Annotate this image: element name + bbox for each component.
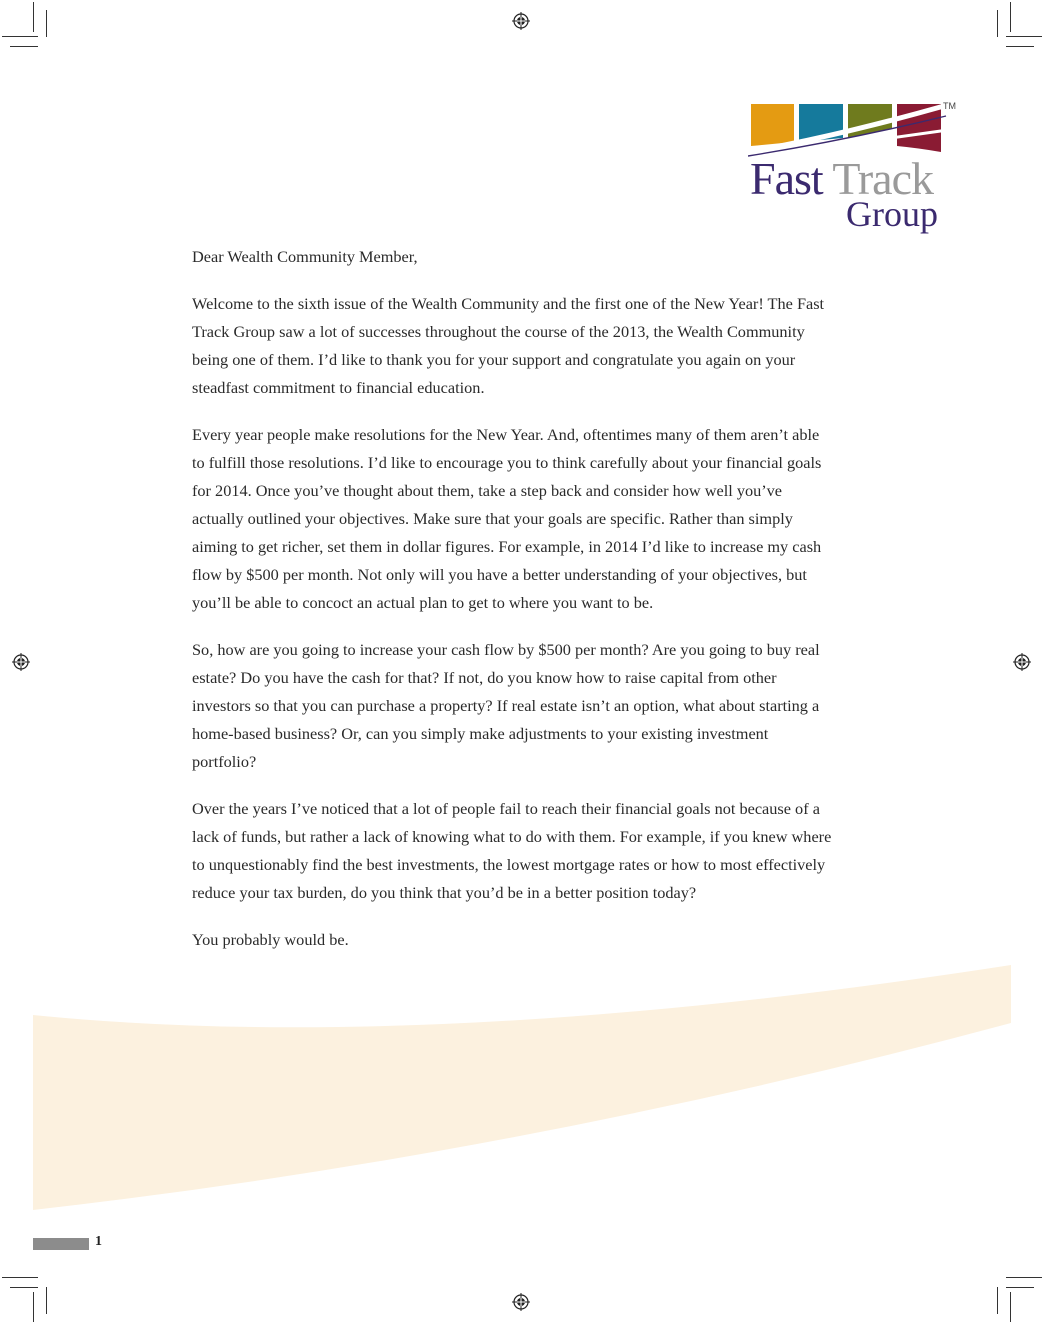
trademark-symbol: TM xyxy=(943,101,956,111)
registration-mark-left-icon xyxy=(12,653,30,671)
page-number: 1 xyxy=(95,1234,102,1249)
registration-mark-right-icon xyxy=(1013,653,1031,671)
paragraph-financial-goals: Over the years I’ve noticed that a lot of people fail to reach their financial goals not because of a lack of funds, but rather a lack of knowing what to do with them. For example, if you knew where to unquestionably find the best investments, the lowest mortgage rates or how to most effectively reduce your tax burden, do you think that you’d be in a better position today? xyxy=(192,799,832,902)
paragraph-welcome: Welcome to the sixth issue of the Wealth Community and the first one of the New Year! The Fast Track Group saw a lot of successes throughout the course of the 2013, the Wealth Community being one of them. I’d like to thank you for your support and congratulate you again on your steadfast commitment to financial education. xyxy=(192,294,825,397)
page-number-bar xyxy=(33,1238,89,1250)
registration-mark-top-icon xyxy=(512,12,530,30)
letter-body xyxy=(192,243,832,973)
logo-word-fast: Fast xyxy=(750,153,823,204)
paragraph-cash-flow: So, how are you going to increase your cash flow by $500 per month? Are you going to buy real estate? Do you have the cash for that? If not, do you know how to raise capital from other investors so that you can purchase a property? If real estate isn’t an option, what about starting a home-based business? Or, can you simply make adjustments to your existing investment portfolio? xyxy=(192,640,820,771)
paragraph-closing: You probably would be. xyxy=(192,930,349,949)
paragraph-resolutions: Every year people make resolutions for the New Year. And, oftentimes many of them aren’t able to fulfill those resolutions. I’d like to encourage you to think carefully about your financial goals for 2014. Once you’ve thought about them, take a step back and consider how well you’ve actually outlined your objectives. Make sure that your goals are specific. Rather than simply aiming to get richer, set them in dollar figures. For example, in 2014 I’d like to increase my cash flow by $500 per month. Not only will you have a better understanding of your objectives, but you’ll be able to concoct an actual plan to get to where you want to be. xyxy=(192,425,822,612)
salutation: Dear Wealth Community Member, xyxy=(192,247,418,266)
registration-mark-bottom-icon xyxy=(512,1293,530,1311)
logo-word-group: Group xyxy=(846,194,938,234)
logo-word-track: Track xyxy=(832,153,933,204)
decorative-swoosh-background xyxy=(0,955,1044,1225)
